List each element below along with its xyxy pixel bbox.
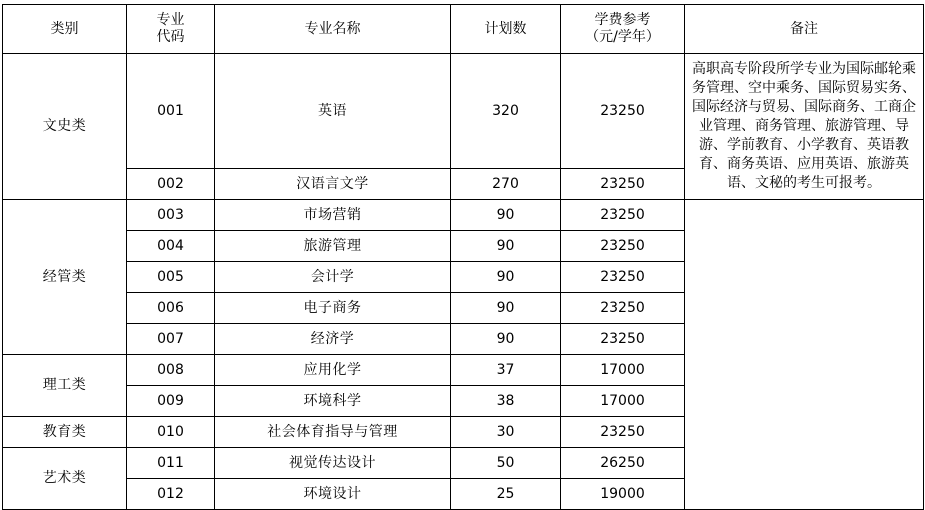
- name-cell: 环境设计: [215, 479, 451, 510]
- code-cell: 003: [127, 200, 215, 231]
- fee-cell: 23250: [561, 169, 685, 200]
- name-cell: 应用化学: [215, 355, 451, 386]
- remark-cell-empty: [685, 200, 924, 510]
- category-cell: 经管类: [3, 200, 127, 355]
- plan-cell: 90: [451, 293, 561, 324]
- column-header-remark: 备注: [685, 5, 924, 54]
- remark-cell: 高职高专阶段所学专业为国际邮轮乘务管理、空中乘务、国际贸易实务、国际经济与贸易、国际商务、工商企业管理、商务管理、旅游管理、导游、学前教育、小学教育、英语教育、商务英语、应用英语、旅游英语、文秘的考生可报考。: [685, 54, 924, 200]
- plan-cell: 90: [451, 324, 561, 355]
- code-cell: 001: [127, 54, 215, 169]
- plan-cell: 30: [451, 417, 561, 448]
- plan-cell: 38: [451, 386, 561, 417]
- plan-cell: 90: [451, 200, 561, 231]
- column-header-code: [127, 5, 215, 54]
- name-cell: 市场营销: [215, 200, 451, 231]
- column-header-fee-line1: 学费参考: [594, 11, 651, 28]
- table-body: [3, 54, 924, 510]
- plan-cell: 25: [451, 479, 561, 510]
- plan-cell: 90: [451, 231, 561, 262]
- code-cell: 007: [127, 324, 215, 355]
- name-cell: 会计学: [215, 262, 451, 293]
- code-cell: 004: [127, 231, 215, 262]
- category-cell: 文史类: [3, 54, 127, 200]
- name-cell: 社会体育指导与管理: [215, 417, 451, 448]
- column-header-category: 类别: [3, 5, 127, 54]
- name-cell: 英语: [215, 54, 451, 169]
- fee-cell: 23250: [561, 324, 685, 355]
- fee-cell: 23250: [561, 262, 685, 293]
- column-header-fee: [561, 5, 685, 54]
- column-header-code-line1: 专业: [156, 11, 185, 28]
- code-cell: 008: [127, 355, 215, 386]
- plan-cell: 37: [451, 355, 561, 386]
- name-cell: 经济学: [215, 324, 451, 355]
- name-cell: 旅游管理: [215, 231, 451, 262]
- fee-cell: 23250: [561, 293, 685, 324]
- fee-cell: 26250: [561, 448, 685, 479]
- major-plan-table: [2, 4, 924, 510]
- code-cell: 006: [127, 293, 215, 324]
- table-row: [3, 54, 924, 169]
- code-cell: 002: [127, 169, 215, 200]
- plan-cell: 320: [451, 54, 561, 169]
- name-cell: 电子商务: [215, 293, 451, 324]
- code-cell: 011: [127, 448, 215, 479]
- code-cell: 005: [127, 262, 215, 293]
- plan-cell: 50: [451, 448, 561, 479]
- header-row: [3, 5, 924, 54]
- column-header-name: 专业名称: [215, 5, 451, 54]
- fee-cell: 23250: [561, 200, 685, 231]
- category-cell: 艺术类: [3, 448, 127, 510]
- fee-cell: 23250: [561, 417, 685, 448]
- column-header-fee-line2: （元/学年）: [585, 29, 660, 45]
- table-row: [3, 200, 924, 231]
- fee-cell: 17000: [561, 355, 685, 386]
- fee-cell: 23250: [561, 54, 685, 169]
- table-header: [3, 5, 924, 54]
- name-cell: 视觉传达设计: [215, 448, 451, 479]
- code-cell: 010: [127, 417, 215, 448]
- category-cell: 教育类: [3, 417, 127, 448]
- fee-cell: 19000: [561, 479, 685, 510]
- fee-cell: 17000: [561, 386, 685, 417]
- category-cell: 理工类: [3, 355, 127, 417]
- fee-cell: 23250: [561, 231, 685, 262]
- plan-cell: 90: [451, 262, 561, 293]
- column-header-plan: 计划数: [451, 5, 561, 54]
- column-header-code-line2: 代码: [156, 29, 185, 45]
- name-cell: 环境科学: [215, 386, 451, 417]
- code-cell: 012: [127, 479, 215, 510]
- code-cell: 009: [127, 386, 215, 417]
- name-cell: 汉语言文学: [215, 169, 451, 200]
- plan-cell: 270: [451, 169, 561, 200]
